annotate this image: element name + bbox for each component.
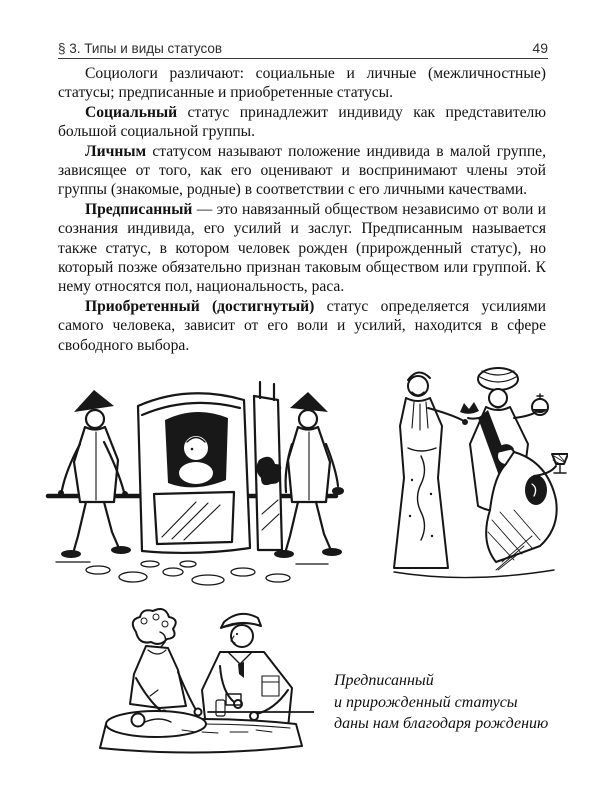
paragraph-lead-term: Личным xyxy=(85,142,147,160)
body-text xyxy=(58,64,546,355)
paragraph-intro xyxy=(58,64,546,103)
running-header xyxy=(58,40,548,59)
paragraph-personal-status xyxy=(58,142,546,200)
paragraph-social-status xyxy=(58,103,546,142)
nobles-drawing xyxy=(368,360,568,586)
paragraph-lead-term: Предписанный xyxy=(85,200,193,218)
caption-line: и прирожденный статусы xyxy=(334,693,518,711)
paragraph-text: — это навязанный обществом независимо от воли и сознания индивида, его усилий и заслуг. Предписанным называется также статус, в котором человек рожден (прирожденный статус), но который позже обязательно признан таковым обществом или группой. К нему относятся пол, национальность, раса. xyxy=(58,200,546,296)
paragraph-lead-term: Приобретенный (достигнутый) xyxy=(85,297,315,315)
page-number: 49 xyxy=(532,40,548,56)
section-header-title: § 3. Типы и виды статусов xyxy=(58,41,223,56)
paragraph-text: статус принадлежит индивиду как представителю большой социальной группы. xyxy=(58,103,546,141)
caption-line: даны нам благодаря рождению xyxy=(334,715,549,732)
figure-caption xyxy=(334,670,548,735)
family-drawing xyxy=(90,608,314,758)
caption-line: Предписанный xyxy=(334,672,434,689)
sedan-chair-drawing xyxy=(38,374,346,596)
paragraph-achieved-status xyxy=(58,297,546,355)
paragraph-text: статусом называют положение индивида в малой группе, зависящее от того, как его оценивают и воспринимают члены этой группы (знакомые, родные) в соответствии с его личными качествами. xyxy=(58,142,546,199)
paragraph-lead-term: Социальный xyxy=(85,103,178,121)
illustration-family xyxy=(90,608,314,758)
paragraph-ascribed-status xyxy=(58,200,546,297)
illustration-sedan-chair xyxy=(38,374,346,596)
illustration-nobles xyxy=(368,360,568,586)
paragraph-text: Социологи различают: социальные и личные (межличностные) статусы; предписанные и приобретенные статусы. xyxy=(58,65,546,102)
paragraph-text: статус определяется усилиями самого человека, зависит от его воли и усилий, находится в сфере свободного выбора. xyxy=(58,297,546,354)
